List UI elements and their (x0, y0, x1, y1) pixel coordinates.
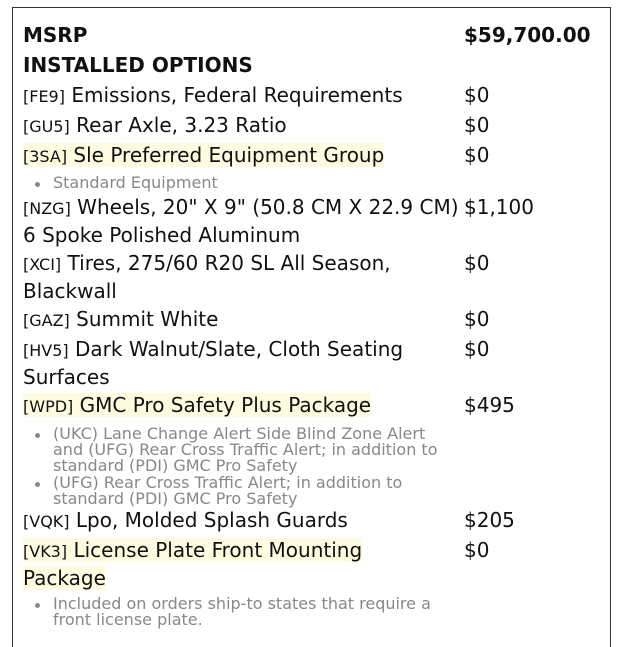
window-sticker-sheet (12, 7, 611, 647)
option-label (23, 392, 463, 420)
option-note: (UKC) Lane Change Alert Side Blind Zone Alert and (UFG) Rear Cross Traffic Alert; in addition to standard (PDI) GMC Pro Safety (35, 426, 455, 474)
option-price: $0 (464, 251, 490, 275)
option-highlight (23, 393, 371, 417)
option-highlight (23, 538, 362, 590)
option-price: $0 (464, 337, 490, 361)
option-price: $495 (464, 393, 515, 417)
option-price: $0 (464, 113, 490, 137)
option-price: $0 (464, 143, 490, 167)
option-code: [HV5] (23, 341, 69, 360)
option-label (23, 336, 463, 390)
option-label (23, 537, 403, 591)
msrp-value: $59,700.00 (464, 23, 591, 47)
option-note: Standard Equipment (35, 175, 455, 191)
option-code: [GAZ] (23, 311, 70, 330)
option-price: $0 (464, 83, 490, 107)
option-code: [FE9] (23, 87, 65, 106)
option-code: [WPD] (23, 397, 74, 416)
option-name: Dark Walnut/Slate, Cloth Seating Surfaces (23, 337, 404, 389)
option-code: [3SA] (23, 147, 68, 166)
option-notes (35, 175, 455, 192)
option-label (23, 507, 463, 535)
option-note: Included on orders ship-to states that require a front license plate. (35, 596, 455, 628)
option-code: [XCI] (23, 255, 62, 274)
option-code: [NZG] (23, 199, 71, 218)
option-label (23, 82, 463, 110)
option-name: Tires, 275/60 R20 SL All Season, Blackwall (23, 251, 391, 303)
option-name: Sle Preferred Equipment Group (73, 143, 385, 167)
option-name: Emissions, Federal Requirements (71, 83, 403, 107)
option-name: Lpo, Molded Splash Guards (75, 508, 348, 532)
option-price: $205 (464, 508, 515, 532)
option-label (23, 306, 463, 334)
option-label (23, 142, 463, 170)
option-name: Rear Axle, 3.23 Ratio (76, 113, 287, 137)
option-note: (UFG) Rear Cross Traffic Alert; in addition to standard (PDI) GMC Pro Safety (35, 475, 455, 507)
option-label (23, 250, 463, 304)
option-price: $1,100 (464, 195, 534, 219)
option-name: Wheels, 20" X 9" (50.8 CM X 22.9 CM) 6 Spoke Polished Aluminum (23, 195, 459, 247)
option-code: [VK3] (23, 542, 68, 561)
option-code: [GU5] (23, 117, 70, 136)
option-price: $0 (464, 307, 490, 331)
option-label (23, 194, 463, 248)
option-notes (35, 426, 455, 508)
option-name: License Plate Front Mounting Package (23, 538, 363, 590)
option-price: $0 (464, 538, 490, 562)
installed-options-heading: INSTALLED OPTIONS (23, 53, 253, 77)
option-name: Summit White (76, 307, 219, 331)
option-code: [VQK] (23, 512, 70, 531)
option-label (23, 112, 463, 140)
msrp-label: MSRP (23, 23, 88, 47)
option-highlight (23, 143, 384, 167)
option-name: GMC Pro Safety Plus Package (79, 393, 372, 417)
option-notes (35, 596, 455, 629)
